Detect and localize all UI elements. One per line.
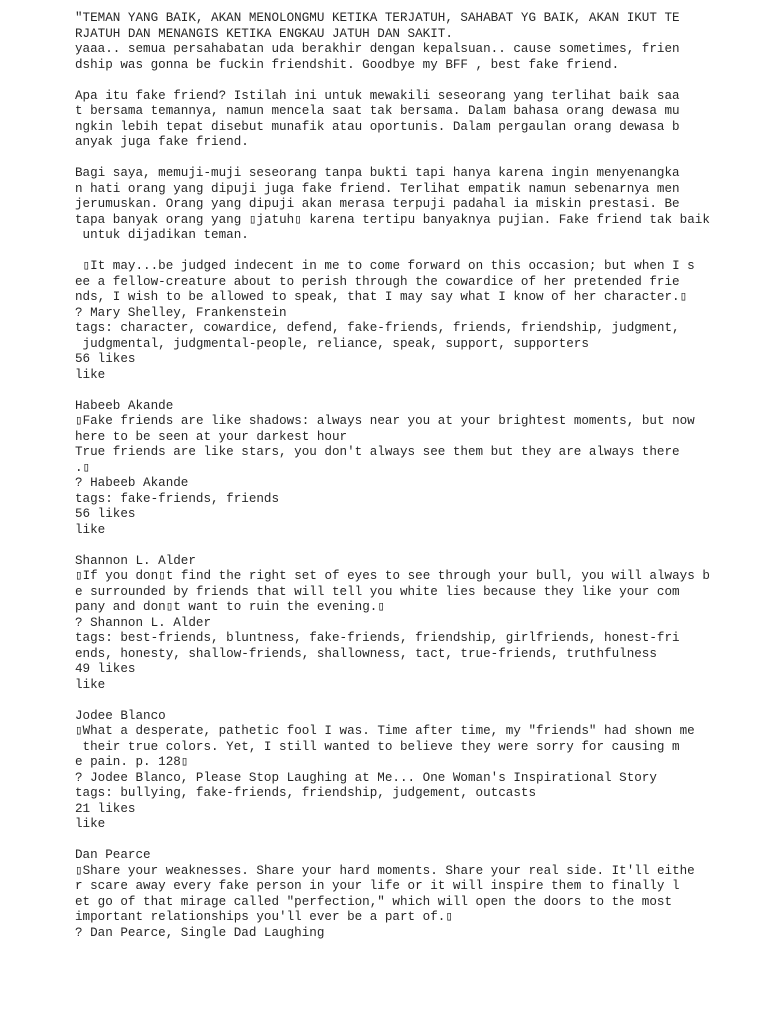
text-line: ▯Fake friends are like shadows: always near you at your brightest moments, but now <box>75 414 695 428</box>
text-line: like <box>75 677 106 692</box>
text-line: ? Mary Shelley, Frankenstein <box>75 305 287 320</box>
text-line: 56 likes <box>75 352 136 366</box>
text-line: judgmental, judgmental-people, reliance, speak, support, supporters <box>75 336 589 351</box>
text-line: ngkin lebih tepat disebut munafik atau oportunis. Dalam pergaulan orang dewasa b <box>75 119 680 134</box>
text-line: t bersama temannya, namun mencela saat tak bersama. Dalam bahasa orang dewasa mu <box>75 104 680 118</box>
text-line: anyak juga fake friend. <box>75 135 249 149</box>
text-line: dship was gonna be fuckin friendshit. Goodbye my BFF , best fake friend. <box>75 57 620 72</box>
text-line: e surrounded by friends that will tell you white lies because they like your com <box>75 584 680 599</box>
paragraph-gap <box>75 151 710 167</box>
text-line: nds, I wish to be allowed to speak, that I may say what I know of her character.▯ <box>75 290 688 304</box>
text-line: ? Jodee Blanco, Please Stop Laughing at Me... One Woman's Inspirational Story <box>75 770 657 785</box>
text-line: .▯ <box>75 460 91 475</box>
text-line: ee a fellow-creature about to perish through the cowardice of her pretended frie <box>75 274 680 289</box>
quote-mary-shelley <box>75 259 710 383</box>
text-line: ▯If you don▯t find the right set of eyes to see through your bull, you will always b <box>75 569 710 583</box>
paragraph-gap <box>75 538 710 554</box>
quote-habeeb-akande <box>75 399 710 539</box>
intro-quote <box>75 11 710 73</box>
text-line: ? Habeeb Akande <box>75 476 189 490</box>
text-line: r scare away every fake person in your life or it will inspire them to finally l <box>75 879 680 893</box>
text-line: ▯It may...be judged indecent in me to come forward on this occasion; but when I s <box>75 259 695 273</box>
text-line: tags: best-friends, bluntness, fake-friends, friendship, girlfriends, honest-fri <box>75 631 680 645</box>
text-line: True friends are like stars, you don't always see them but they are always there <box>75 445 680 459</box>
text-line: ends, honesty, shallow-friends, shallowness, tact, true-friends, truthfulness <box>75 646 657 661</box>
text-line: tags: fake-friends, friends <box>75 491 280 506</box>
quote-shannon-alder <box>75 554 710 694</box>
text-line: like <box>75 817 106 831</box>
text-line: untuk dijadikan teman. <box>75 228 249 242</box>
text-line: important relationships you'll ever be a part of.▯ <box>75 910 453 924</box>
text-line: RJATUH DAN MENANGIS KETIKA ENGKAU JATUH DAN SAKIT. <box>75 26 453 41</box>
text-line: ? Dan Pearce, Single Dad Laughing <box>75 925 325 940</box>
quote-jodee-blanco <box>75 709 710 833</box>
text-line: yaaa.. semua persahabatan uda berakhir dengan kepalsuan.. cause sometimes, frien <box>75 42 680 56</box>
text-line: jerumuskan. Orang yang dipuji akan merasa terpuji padahal ia miskin prestasi. Be <box>75 197 680 211</box>
text-line: Dan Pearce <box>75 848 151 862</box>
text-line: like <box>75 522 106 537</box>
paragraph-gap <box>75 833 710 849</box>
text-line: like <box>75 367 106 382</box>
text-line: Bagi saya, memuji-muji seseorang tanpa bukti tapi hanya karena ingin menyenangka <box>75 166 680 180</box>
text-line: Jodee Blanco <box>75 708 166 723</box>
text-line: tags: bullying, fake-friends, friendship, judgement, outcasts <box>75 786 537 800</box>
paragraph-gap <box>75 73 710 89</box>
text-line: n hati orang yang dipuji juga fake friend. Terlihat empatik namun sebenarnya men <box>75 181 680 196</box>
text-line: 56 likes <box>75 507 136 521</box>
text-line: tapa banyak orang yang ▯jatuh▯ karena tertipu banyaknya pujian. Fake friend tak baik <box>75 212 710 227</box>
text-line: "TEMAN YANG BAIK, AKAN MENOLONGMU KETIKA TERJATUH, SAHABAT YG BAIK, AKAN IKUT TE <box>75 11 680 25</box>
paragraph-gap <box>75 244 710 260</box>
text-line: ▯Share your weaknesses. Share your hard moments. Share your real side. It'll eithe <box>75 863 695 878</box>
text-line: 21 likes <box>75 801 136 816</box>
document-text <box>75 11 710 941</box>
text-line: Apa itu fake friend? Istilah ini untuk mewakili seseorang yang terlihat baik saa <box>75 88 680 103</box>
text-line: tags: character, cowardice, defend, fake-friends, friends, friendship, judgment, <box>75 321 680 335</box>
quote-dan-pearce <box>75 848 710 941</box>
text-line: e pain. p. 128▯ <box>75 755 189 769</box>
text-line: et go of that mirage called "perfection," which will open the doors to the most <box>75 894 673 909</box>
text-line: Shannon L. Alder <box>75 553 196 568</box>
fake-friend-definition <box>75 89 710 151</box>
text-line: here to be seen at your darkest hour <box>75 429 348 444</box>
text-line: pany and don▯t want to ruin the evening.▯ <box>75 600 385 614</box>
text-line: ▯What a desperate, pathetic fool I was. Time after time, my "friends" had shown me <box>75 724 695 738</box>
author-opinion <box>75 166 710 244</box>
text-line: their true colors. Yet, I still wanted to believe they were sorry for causing m <box>75 739 680 754</box>
text-line: 49 likes <box>75 662 136 676</box>
paragraph-gap <box>75 383 710 399</box>
paragraph-gap <box>75 693 710 709</box>
text-line: Habeeb Akande <box>75 398 174 413</box>
text-line: ? Shannon L. Alder <box>75 615 212 630</box>
